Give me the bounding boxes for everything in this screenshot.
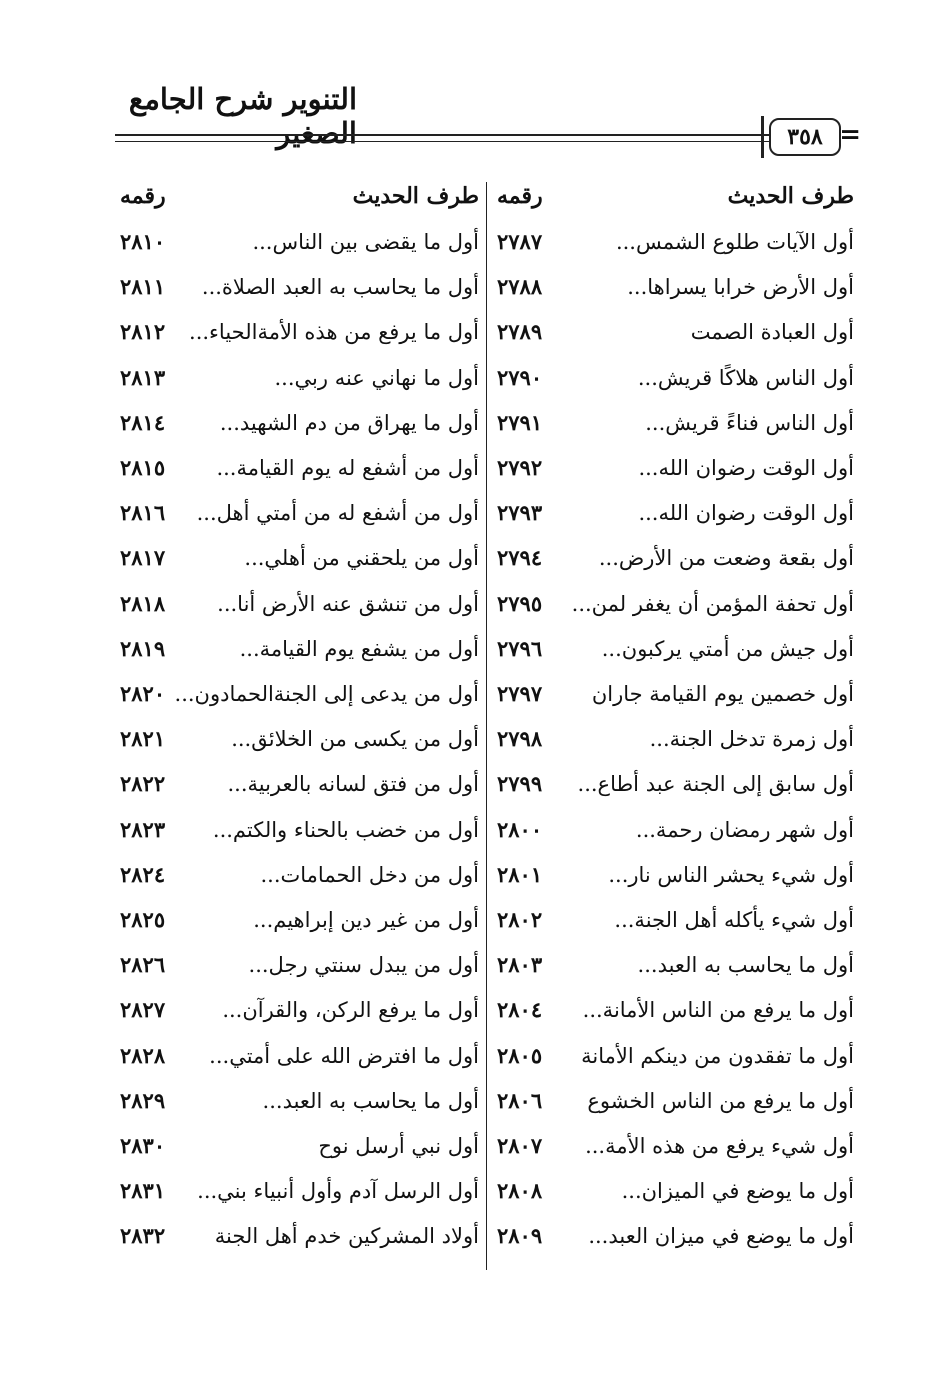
left-hadith-number: ٢٨٢٣ <box>120 816 166 842</box>
left-hadith-number: ٢٨٣٠ <box>120 1133 166 1158</box>
right-hadith-number: ٢٨٠٧ <box>497 1133 543 1158</box>
right-hadith-number: ٢٧٨٧ <box>497 229 543 254</box>
left-hadith-title: أولاد المشركين خدم أهل الجنة <box>214 1224 479 1249</box>
right-hadith-number: ٢٧٩٥ <box>497 590 543 616</box>
page-mark: = <box>839 120 861 150</box>
table-row <box>0 358 949 398</box>
table-row <box>0 674 949 714</box>
table-row <box>0 810 949 850</box>
left-hadith-number: ٢٨٢٢ <box>120 771 166 797</box>
right-hadith-number: ٢٧٩٩ <box>497 771 543 797</box>
table-row <box>0 267 949 307</box>
left-hadith-title: أول من أشفع له من أمتي أهل... <box>196 501 479 526</box>
table-row <box>0 1036 949 1076</box>
left-hadith-number: ٢٨٣٢ <box>120 1223 166 1249</box>
right-hadith-title: أول بقعة وضعت من الأرض... <box>598 546 854 571</box>
left-hadith-title: أول ما افترض الله على أمتي... <box>209 1043 479 1068</box>
left-hadith-number: ٢٨١١ <box>120 274 166 300</box>
right-hadith-title: أول ما يوضع في ميزان العبد... <box>588 1224 854 1249</box>
left-hadith-number: ٢٨٣١ <box>120 1178 166 1204</box>
right-hadith-title: أول ما يرفع من الناس الأمانة... <box>582 998 854 1023</box>
left-hadith-title: أول ما يرفع الركن، والقرآن... <box>222 998 479 1023</box>
right-hadith-number: ٢٨٠١ <box>497 861 543 887</box>
right-hadith-number: ٢٧٩٢ <box>497 455 543 480</box>
left-hadith-title: أول ما يرفع من هذه الأمةالحياء... <box>189 320 479 345</box>
right-hadith-title: أول تحفة المؤمن أن يغفر لمن... <box>571 591 854 616</box>
left-hadith-number: ٢٨٢٤ <box>120 861 166 887</box>
left-hadith-title: أول من فتق لسانه بالعربية... <box>227 772 479 797</box>
left-hadith-title: أول الرسل آدم وأول أنبياء بني... <box>197 1179 479 1204</box>
right-hadith-title: أول سابق إلى الجنة عبد أطاع... <box>577 772 854 797</box>
left-hadith-number: ٢٨١٧ <box>120 545 166 571</box>
right-hadith-number: ٢٨٠٤ <box>497 997 543 1023</box>
table-row <box>0 222 949 262</box>
left-hadith-title: أول من أشفع له يوم القيامة... <box>216 456 479 480</box>
header-rule <box>115 134 769 136</box>
left-hadith-title: أول ما يهراق من دم الشهيد... <box>219 410 479 435</box>
left-hadith-title: أول من غير دين إبراهيم... <box>253 908 479 932</box>
table-row <box>0 1126 949 1166</box>
right-hadith-title: أول شهر رمضان رحمة... <box>635 817 854 842</box>
left-hadith-number: ٢٨١٠ <box>120 229 166 254</box>
right-hadith-title: أول ما يحاسب به العبد... <box>637 953 854 978</box>
left-hadith-number: ٢٨٢٦ <box>120 952 166 978</box>
left-hadith-number: ٢٨١٤ <box>120 409 166 435</box>
table-row <box>0 900 949 940</box>
right-hadith-title: أول ما تفقدون من دينكم الأمانة <box>581 1043 854 1068</box>
left-hadith-number: ٢٨٢٧ <box>120 997 166 1023</box>
right-hadith-number: ٢٧٩٣ <box>497 500 543 526</box>
left-title-header: طرف الحديث <box>352 183 479 209</box>
right-hadith-number: ٢٧٩٦ <box>497 635 543 661</box>
right-hadith-number: ٢٧٩٠ <box>497 364 543 390</box>
left-hadith-title: أول ما يحاسب به العبد... <box>262 1088 479 1113</box>
right-hadith-number: ٢٨٠٢ <box>497 907 543 932</box>
right-hadith-number: ٢٧٨٨ <box>497 274 543 300</box>
right-hadith-title: أول خصمين يوم القيامة جاران <box>591 682 854 706</box>
left-hadith-number: ٢٨٢٨ <box>120 1042 166 1068</box>
table-row <box>0 1171 949 1211</box>
table-row <box>0 584 949 624</box>
right-hadith-number: ٢٧٩٨ <box>497 726 543 752</box>
table-row <box>0 719 949 759</box>
table-row <box>0 990 949 1030</box>
right-hadith-title: أول الناس فناءً قريش... <box>645 410 854 435</box>
right-num-header: رقمه <box>497 183 543 209</box>
right-hadith-title: أول ما يوضع في الميزان... <box>621 1179 854 1204</box>
left-hadith-number: ٢٨٢٠ <box>120 681 166 706</box>
right-hadith-title: أول شيء يأكله أهل الجنة... <box>614 908 854 932</box>
left-hadith-title: أول من يكسى من الخلائق... <box>231 727 479 752</box>
table-row <box>0 629 949 669</box>
table-row <box>0 945 949 985</box>
left-hadith-title: أول من يلحقني من أهلي... <box>244 546 479 571</box>
table-row <box>0 1081 949 1121</box>
right-hadith-number: ٢٧٩٤ <box>497 545 543 571</box>
right-hadith-number: ٢٨٠٨ <box>497 1178 543 1204</box>
left-hadith-title: أول ما يقضى بين الناس... <box>252 230 479 254</box>
left-hadith-number: ٢٨٢١ <box>120 726 166 752</box>
right-hadith-number: ٢٧٩١ <box>497 409 543 435</box>
right-hadith-number: ٢٧٨٩ <box>497 319 543 345</box>
right-hadith-title: أول ما يرفع من الناس الخشوع <box>587 1088 854 1113</box>
right-hadith-number: ٢٨٠٣ <box>497 952 543 978</box>
table-row <box>0 1216 949 1256</box>
table-row <box>0 855 949 895</box>
header-rule-thin <box>115 141 769 142</box>
right-hadith-number: ٢٨٠٦ <box>497 1087 543 1113</box>
table-row <box>0 403 949 443</box>
left-hadith-title: أول نبي أرسل نوح <box>318 1134 479 1158</box>
left-hadith-number: ٢٨١٣ <box>120 364 166 390</box>
left-hadith-number: ٢٨١٨ <box>120 590 166 616</box>
left-hadith-number: ٢٨٢٥ <box>120 907 166 932</box>
table-row <box>0 312 949 352</box>
right-hadith-title: أول شيء يحشر الناس نار... <box>608 862 854 887</box>
left-hadith-title: أول من دخل الحمامات... <box>260 862 479 887</box>
right-hadith-title: أول الآيات طلوع الشمس... <box>615 230 854 254</box>
right-hadith-title: أول العبادة الصمت <box>690 320 854 345</box>
page-number: ٣٥٨ <box>769 118 841 156</box>
left-hadith-title: أول من يبدل سنتي رجل... <box>248 953 479 978</box>
right-hadith-title: أول الوقت رضوان الله... <box>638 501 854 526</box>
left-hadith-number: ٢٨١٦ <box>120 500 166 526</box>
right-hadith-title: أول زمرة تدخل الجنة... <box>649 727 854 752</box>
left-hadith-number: ٢٨٢٩ <box>120 1087 166 1113</box>
running-header-title: التنوير شرح الجامع الصغير <box>128 82 357 150</box>
right-hadith-title: أول شيء يرفع من هذه الأمة... <box>585 1134 854 1158</box>
left-hadith-title: أول من تنشق عنه الأرض أنا... <box>217 591 479 616</box>
left-hadith-number: ٢٨١٩ <box>120 635 166 661</box>
right-hadith-number: ٢٨٠٥ <box>497 1042 543 1068</box>
table-row <box>0 538 949 578</box>
left-hadith-title: أول من خضب بالحناء والكتم... <box>212 817 479 842</box>
table-row <box>0 764 949 804</box>
left-hadith-number: ٢٨١٢ <box>120 319 166 345</box>
left-hadith-title: أول من يشفع يوم القيامة... <box>239 636 479 661</box>
left-hadith-title: أول من يدعى إلى الجنةالحمادون... <box>174 682 479 706</box>
right-title-header: طرف الحديث <box>727 183 854 209</box>
right-hadith-title: أول الوقت رضوان الله... <box>638 456 854 480</box>
right-hadith-number: ٢٨٠٠ <box>497 816 543 842</box>
right-hadith-title: أول جيش من أمتي يركبون... <box>601 636 854 661</box>
right-hadith-number: ٢٨٠٩ <box>497 1223 543 1249</box>
right-hadith-title: أول الأرض خرابا يسراها... <box>627 275 854 300</box>
left-hadith-title: أول ما نهاني عنه ربي... <box>274 365 479 390</box>
right-hadith-number: ٢٧٩٧ <box>497 681 543 706</box>
table-row <box>0 493 949 533</box>
table-row <box>0 448 949 488</box>
right-hadith-title: أول الناس هلاكًا قريش... <box>637 365 854 390</box>
left-hadith-title: أول ما يحاسب به العبد الصلاة... <box>201 275 479 300</box>
left-num-header: رقمه <box>120 183 166 209</box>
left-hadith-number: ٢٨١٥ <box>120 455 166 480</box>
